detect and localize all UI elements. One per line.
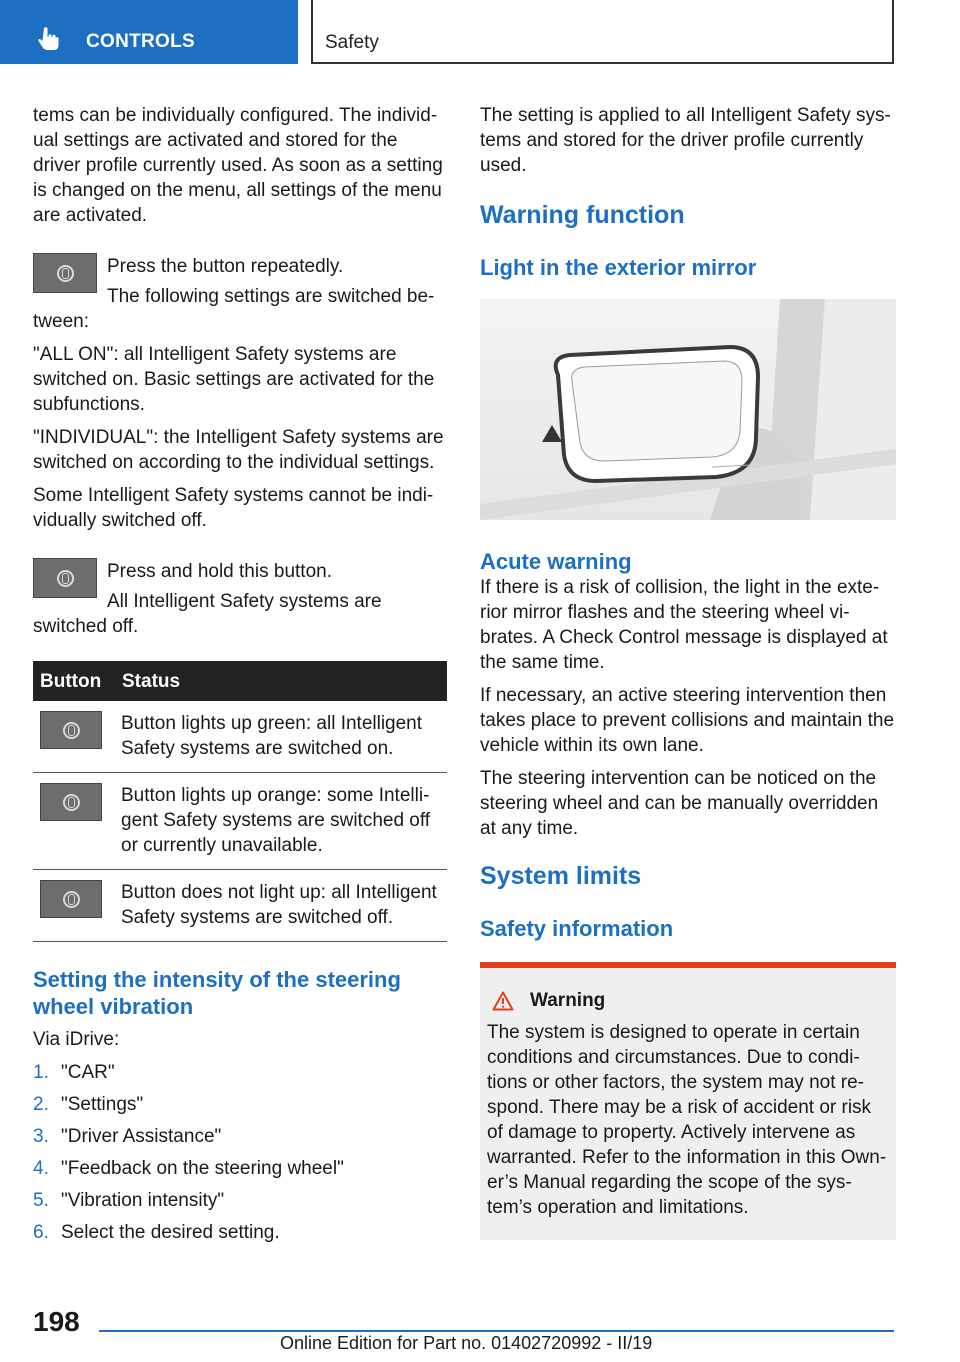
safety-icon — [57, 570, 74, 587]
status-cell: Button lights up green: all Intelligent Safety systems are switched on. — [114, 701, 447, 773]
warning-box — [480, 962, 896, 1240]
individual-text: "INDIVIDUAL": the Intelligent Safety systems are switched on according to the individual settings. — [33, 427, 444, 473]
warning-text: The system is designed to operate in certain conditions and circumstances. Due to condi‐ tions or other factors, the system may not re‐ spond. There may be a risk of accident or risk of damage to property. Actively intervene as warranted. Refer to the information in this Own‐ er’s Manual regarding the scope of the sys‐ tem’s operation and limitations. — [487, 1022, 887, 1218]
safety-icon — [63, 891, 80, 908]
warning-label: Warning — [530, 990, 606, 1011]
acute-paragraph-2: If necessary, an active steering intervention then takes place to prevent collisions and maintain the vehicle within its own lane. — [480, 685, 895, 756]
table-row — [33, 701, 447, 773]
warning-title — [487, 988, 888, 1013]
press-repeat-text: Press the button repeatedly. — [107, 256, 344, 277]
table-header-button: Button — [33, 661, 114, 701]
status-cell: Button lights up orange: some Intelli‐ gent Safety systems are switched off or currently unavailable. — [114, 773, 447, 870]
intro-paragraph: tems can be individually configured. The individ‐ ual settings are activated and stored for the driver profile currently used. As soon as a setting is changed on the menu, all settings of the menu are activated. — [33, 105, 443, 226]
safety-info-heading: Safety information — [480, 916, 674, 941]
page-footer — [0, 1300, 960, 1362]
page-header — [0, 0, 960, 66]
section-tab-controls[interactable] — [0, 0, 298, 64]
list-item: 6. Select the desired setting. — [33, 1222, 280, 1243]
table-header-status: Status — [114, 661, 447, 701]
switched-between-text: The following settings are switched be‐ tween: — [33, 286, 435, 332]
vibration-heading: Setting the intensity of the steering wheel vibration — [33, 967, 401, 1019]
safety-icon — [63, 722, 80, 739]
list-item: 3. "Driver Assistance" — [33, 1126, 222, 1147]
all-on-text: "ALL ON": all Intelligent Safety systems are switched on. Basic settings are activated for the subfunctions. — [33, 344, 435, 415]
all-off-text: All Intelligent Safety systems are switched off. — [33, 591, 382, 637]
safety-icon — [57, 265, 74, 282]
page-number: 198 — [33, 1306, 80, 1337]
section-title: CONTROLS — [86, 31, 196, 52]
button-image — [40, 783, 102, 821]
system-limits-heading: System limits — [480, 862, 642, 890]
list-item: 4. "Feedback on the steering wheel" — [33, 1158, 344, 1179]
mirror-drawing — [480, 299, 896, 520]
button-status-table — [33, 661, 447, 942]
button-image — [40, 711, 102, 749]
chapter-tab — [311, 0, 894, 64]
warning-function-heading: Warning function — [480, 201, 685, 229]
exterior-mirror-illustration — [480, 299, 896, 520]
left-column — [33, 103, 447, 1252]
edition-text: Online Edition for Part no. 01402720992 - II/19 — [280, 1333, 653, 1353]
list-item: 1. "CAR" — [33, 1062, 115, 1083]
list-item: 2. "Settings" — [33, 1094, 144, 1115]
applied-text: The setting is applied to all Intelligent Safety sys‐ tems and stored for the driver profile currently used. — [480, 105, 891, 176]
idrive-steps-list — [33, 1060, 447, 1245]
button-press-repeat-row — [33, 254, 447, 304]
light-mirror-heading: Light in the exterior mirror — [480, 255, 757, 280]
warning-triangle-icon — [492, 991, 514, 1011]
acute-paragraph-3: The steering intervention can be noticed on the steering wheel and can be manually overridden at any time. — [480, 768, 879, 839]
status-cell: Button does not light up: all Intelligent Safety systems are switched off. — [114, 870, 447, 942]
some-cannot-text: Some Intelligent Safety systems cannot be indi‐ vidually switched off. — [33, 485, 434, 531]
table-row — [33, 773, 447, 870]
intelligent-safety-button-image — [33, 558, 97, 598]
acute-warning-heading: Acute warning — [480, 549, 632, 574]
acute-paragraph-1: If there is a risk of collision, the light in the exte‐ rior mirror flashes and the steering wheel vi‐ brates. A Check Control message is displayed at the same time. — [480, 577, 888, 673]
table-row — [33, 870, 447, 942]
footer-divider — [99, 1330, 894, 1332]
intelligent-safety-button-image — [33, 253, 97, 293]
chapter-title: Safety — [325, 32, 379, 53]
hand-pointer-icon — [36, 26, 62, 52]
list-item: 5. "Vibration intensity" — [33, 1190, 225, 1211]
press-hold-text: Press and hold this button. — [107, 561, 332, 582]
button-press-hold-row — [33, 559, 447, 609]
via-idrive-text: Via iDrive: — [33, 1029, 120, 1050]
button-image — [40, 880, 102, 918]
safety-icon — [63, 794, 80, 811]
right-column — [480, 103, 896, 1240]
